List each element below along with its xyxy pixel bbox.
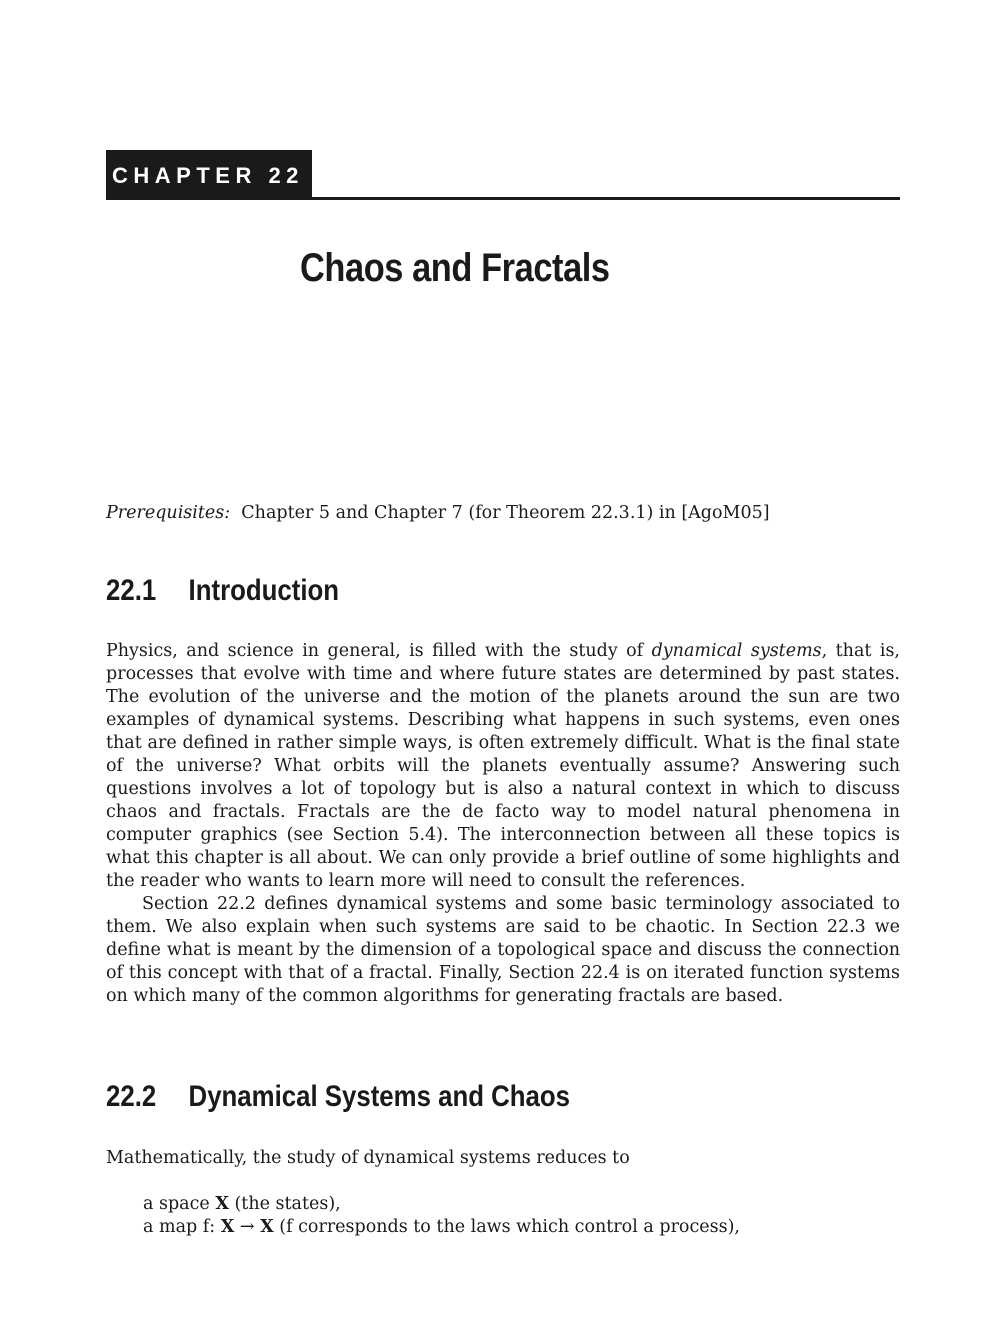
paragraph: Section 22.2 defines dynamical systems and some basic terminology associated to them. We also explain when such systems are said to be chaotic. In Section 22.3 we define what is meant by the dimension of a topological space and discuss the connection of this concept with that of a fractal. Finally, Section 22.4 is on iterated function systems on which many of the common algorithms for generating fractals are based. xyxy=(106,894,900,1006)
paragraph: Mathematically, the study of dynamical systems reduces to xyxy=(106,1148,630,1168)
paragraph-text: Physics, and science in general, is filled with the study of xyxy=(106,641,652,661)
paragraph-text: , that is, processes that evolve with time and where future states are determined by past states. The evolution of the universe and the motion of the planets around the sun are two examples of dynamical systems. Describing what happens in such systems, even ones that are defined in rather simple ways, is often extremely difficult. What is the final state of the universe? What orbits will the planets eventually assume? Answering such questions involves a lot of topology but is also a natural context in which to discuss chaos and fractals. Fractals are the de facto way to model natural phenomena in computer graphics (see Section 5.4). The interconnection between all these topics is what this chapter is all about. We can only provide a brief outline of some highlights and the reader who wants to learn more will need to consult the references. xyxy=(106,641,900,891)
arrow-symbol: → xyxy=(234,1217,261,1237)
section-heading-introduction xyxy=(106,571,339,611)
chapter-title: Chaos and Fractals xyxy=(300,246,610,290)
list-text: (f corresponds to the laws which control a process), xyxy=(273,1217,740,1237)
chapter-label: CHAPTER 22 xyxy=(106,150,312,197)
definition-list xyxy=(143,1193,740,1239)
list-text: a map f: xyxy=(143,1217,221,1237)
math-symbol: X xyxy=(215,1194,229,1214)
prerequisites-text: Chapter 5 and Chapter 7 (for Theorem 22.3.1) in [AgoM05] xyxy=(241,503,770,523)
chapter-header-bar xyxy=(106,150,900,200)
section-number: 22.1 xyxy=(106,574,157,607)
list-text: (the states), xyxy=(228,1194,341,1214)
prerequisites-label: Prerequisites: xyxy=(106,503,231,523)
math-symbol: X xyxy=(260,1217,274,1237)
section-title: Introduction xyxy=(188,574,340,607)
paragraph xyxy=(106,640,900,893)
emphasis-term: dynamical systems xyxy=(651,641,822,661)
list-item xyxy=(143,1193,740,1216)
section-title: Dynamical Systems and Chaos xyxy=(188,1080,570,1113)
section-heading-dynamical-systems xyxy=(106,1077,570,1117)
list-text: a space xyxy=(143,1194,216,1214)
prerequisites xyxy=(106,502,900,525)
math-symbol: X xyxy=(220,1217,235,1237)
list-item xyxy=(143,1216,740,1239)
section-number: 22.2 xyxy=(106,1080,157,1113)
